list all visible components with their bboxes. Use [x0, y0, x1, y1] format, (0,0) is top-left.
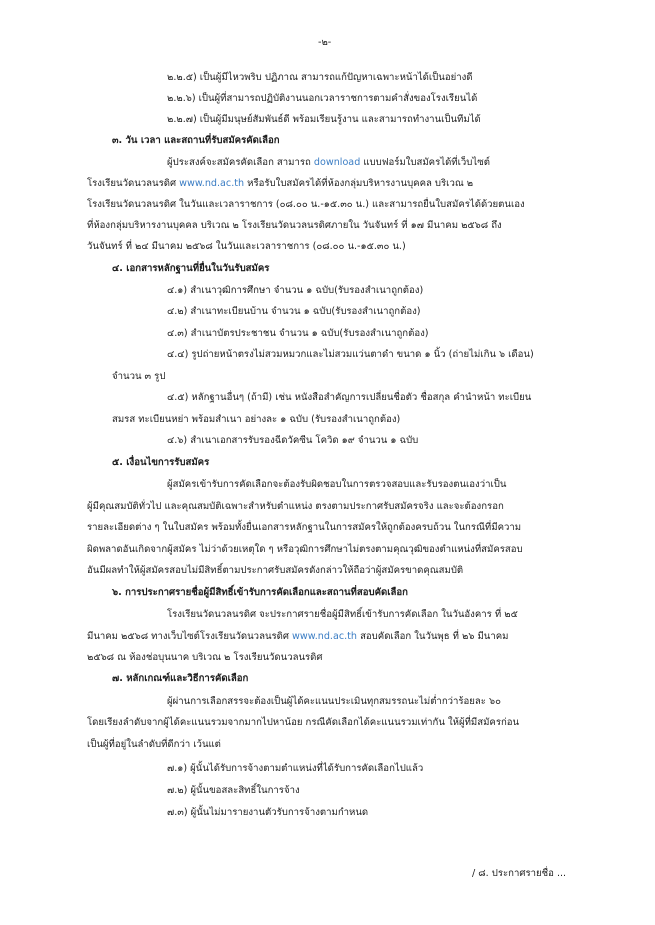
- paragraph-line: โรงเรียนวัดนวลนรดิศ ในวันและเวลาราชการ (๐๘.๐๐ น.-๑๕.๓๐ น.) และสามารถยื่นใบสมัครได้ด้วยตนเอง: [87, 199, 525, 210]
- list-item-continued: สมรส ทะเบียนหย่า พร้อมสำเนา อย่างละ ๑ ฉบับ (รับรองสำเนาถูกต้อง): [112, 414, 401, 425]
- paragraph-line: วันจันทร์ ที่ ๒๔ มีนาคม ๒๕๖๘ ในวันและเวลาราชการ (๐๘.๐๐ น.-๑๕.๓๐ น.): [87, 241, 406, 252]
- list-item-continued: จำนวน ๓ รูป: [112, 371, 166, 382]
- text: โรงเรียนวัดนวลนรดิศ: [87, 178, 180, 189]
- paragraph-line: [87, 632, 508, 642]
- list-item: ๔.๒) สำเนาทะเบียนบ้าน จำนวน ๑ ฉบับ(รับรองสำเนาถูกต้อง): [167, 306, 421, 317]
- text: แบบฟอร์มใบสมัครได้ที่เว็บไซต์: [360, 157, 490, 168]
- section-6-heading: ๖. การประกาศรายชื่อผู้มีสิทธิ์เข้ารับการคัดเลือกและสถานที่สอบคัดเลือก: [112, 587, 408, 598]
- list-item: ๒.๒.๗) เป็นผู้มีมนุษย์สัมพันธ์ดี พร้อมเรียนรู้งาน และสามารถทำงานเป็นทีมได้: [167, 114, 481, 125]
- paragraph-line: ผู้ผ่านการเลือกสรรจะต้องเป็นผู้ได้คะแนนประเมินทุกสมรรถนะไม่ต่ำกว่าร้อยละ ๖๐: [167, 696, 501, 707]
- section-3-heading: ๓. วัน เวลา และสถานที่รับสมัครคัดเลือก: [112, 135, 280, 146]
- paragraph-line: รายละเอียดต่าง ๆ ในใบสมัคร พร้อมทั้งยื่นเอกสารหลักฐานในการสมัครให้ถูกต้องครบถ้วน ในกรณีที่มีความ: [87, 522, 522, 533]
- list-item: ๔.๕) หลักฐานอื่นๆ (ถ้ามี) เช่น หนังสือสำคัญการเปลี่ยนชื่อตัว ชื่อสกุล คำนำหน้า ทะเบียน: [167, 392, 532, 403]
- list-item: ๔.๔) รูปถ่ายหน้าตรงไม่สวมหมวกและไม่สวมแว่นตาดำ ขนาด ๑ นิ้ว (ถ่ายไม่เกิน ๖ เดือน): [167, 349, 534, 360]
- website-link[interactable]: www.nd.ac.th: [179, 178, 245, 189]
- download-link[interactable]: download: [313, 157, 361, 168]
- paragraph-line: ๒๕๖๘ ณ ห้องช่อบุนนาค บริเวณ ๒ โรงเรียนวัดนวลนรดิศ: [87, 652, 323, 663]
- list-item: ๒.๒.๕) เป็นผู้มีไหวพริบ ปฏิภาณ สามารถแก้ปัญหาเฉพาะหน้าได้เป็นอย่างดี: [167, 72, 473, 83]
- paragraph-line: โรงเรียนวัดนวลนรดิศ จะประกาศรายชื่อผู้มีสิทธิ์เข้ารับการคัดเลือก ในวันอังคาร ที่ ๒๕: [167, 609, 518, 620]
- paragraph-line: [167, 158, 490, 168]
- list-item: ๔.๑) สำเนาวุฒิการศึกษา จำนวน ๑ ฉบับ(รับรองสำเนาถูกต้อง): [167, 285, 424, 296]
- section-7-heading: ๗. หลักเกณฑ์และวิธีการคัดเลือก: [112, 673, 249, 684]
- next-page-footer: / ๘. ประกาศรายชื่อ ...: [472, 868, 567, 879]
- list-item: ๒.๒.๖) เป็นผู้ที่สามารถปฏิบัติงานนอกเวลาราชการตามคำสั่งของโรงเรียนได้: [167, 93, 478, 104]
- text: หรือรับใบสมัครได้ที่ห้องกลุ่มบริหารงานบุคคล บริเวณ ๒: [244, 178, 474, 189]
- text: สอบคัดเลือก ในวันพุธ ที่ ๒๖ มีนาคม: [357, 631, 509, 642]
- paragraph-line: ผู้มีคุณสมบัติทั่วไป และคุณสมบัติเฉพาะสำหรับตำแหน่ง ตรงตามประกาศรับสมัครจริง และจะต้องกรอก: [87, 501, 504, 512]
- list-item: ๗.๓) ผู้นั้นไม่มารายงานตัวรับการจ้างตามกำหนด: [167, 807, 369, 818]
- paragraph-line: อันมีผลทำให้ผู้สมัครสอบไม่มีสิทธิ์ตามประกาศรับสมัครดังกล่าวให้ถือว่าผู้สมัครขาดคุณสมบัติ: [87, 565, 464, 576]
- list-item: ๔.๖) สำเนาเอกสารรับรองฉีดวัคซีน โควิด ๑๙ จำนวน ๑ ฉบับ: [167, 435, 419, 446]
- section-4-heading: ๔. เอกสารหลักฐานที่ยื่นในวันรับสมัคร: [112, 263, 270, 274]
- paragraph-line: โดยเรียงลำดับจากผู้ได้คะแนนรวมจากมากไปหาน้อย กรณีคัดเลือกได้คะแนนรวมเท่ากัน ให้ผู้ที่มีสมัครก่อน: [87, 717, 520, 728]
- website-link[interactable]: www.nd.ac.th: [292, 631, 358, 642]
- text: มีนาคม ๒๕๖๘ ทางเว็บไซต์โรงเรียนวัดนวลนรดิศ: [87, 631, 293, 642]
- paragraph-line: [87, 179, 473, 189]
- paragraph-line: ที่ห้องกลุ่มบริหารงานบุคคล บริเวณ ๒ โรงเรียนวัดนวลนรดิศภายใน วันจันทร์ ที่ ๑๗ มีนาคม ๒๕๖๘ ถึง: [87, 220, 502, 231]
- page-number: -๒-: [318, 37, 332, 48]
- list-item: ๗.๑) ผู้นั้นได้รับการจ้างตามตำแหน่งที่ได้รับการคัดเลือกไปแล้ว: [167, 763, 424, 774]
- list-item: ๔.๓) สำเนาบัตรประชาชน จำนวน ๑ ฉบับ(รับรองสำเนาถูกต้อง): [167, 328, 429, 339]
- paragraph-line: ผู้สมัครเข้ารับการคัดเลือกจะต้องรับผิดชอบในการตรวจสอบและรับรองตนเองว่าเป็น: [167, 479, 507, 490]
- paragraph-line: เป็นผู้ที่อยู่ในลำดับที่ดีกว่า เว้นแต่: [87, 739, 221, 750]
- list-item: ๗.๒) ผู้นั้นขอสละสิทธิ์ในการจ้าง: [167, 785, 300, 796]
- paragraph-line: ผิดพลาดอันเกิดจากผู้สมัคร ไม่ว่าด้วยเหตุใด ๆ หรือวุฒิการศึกษาไม่ตรงตามคุณวุฒิของตำแหน่งที่สมัครสอบ: [87, 544, 523, 555]
- text: ผู้ประสงค์จะสมัครคัดเลือก สามารถ: [167, 157, 314, 168]
- section-5-heading: ๕. เงื่อนไขการรับสมัคร: [112, 457, 210, 468]
